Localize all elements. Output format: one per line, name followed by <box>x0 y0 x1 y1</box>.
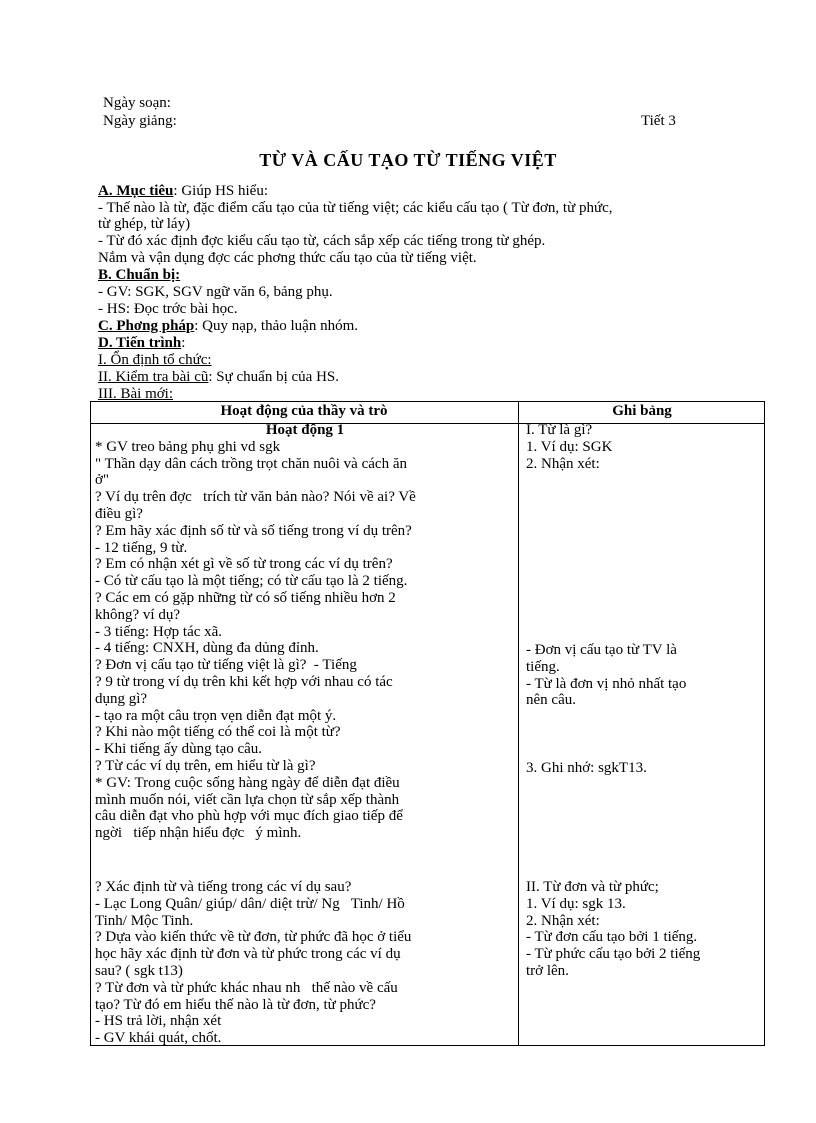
section-a-line: Nắm và vận dụng đợc các phơng thức cấu tạo của từ tiếng việt. <box>98 250 477 266</box>
left-line: ? Em hãy xác định số từ và số tiếng trong ví dụ trên? <box>95 522 412 539</box>
left-line: * GV treo bảng phụ ghi vd sgk <box>95 438 281 455</box>
left-line: ? Em có nhận xét gì về số từ trong các ví dụ trên? <box>95 556 393 573</box>
left-line: mình muốn nói, viết cần lựa chọn từ sắp xếp thành <box>95 791 400 808</box>
right-line: nên câu. <box>526 692 576 709</box>
section-d1: I. Ổn định tổ chức: <box>98 352 212 368</box>
table-column-divider <box>518 401 519 1046</box>
left-line: câu diễn đạt vho phù hợp với mục đích giao tiếp để <box>95 808 403 825</box>
left-line: ? Từ đơn và từ phức khác nhau nh thế nào về cấu <box>95 979 398 996</box>
left-line: - Lạc Long Quân/ giúp/ dân/ diệt trừ/ Ng Tinh/ Hồ <box>95 895 405 912</box>
section-b-line: - HS: Đọc trớc bài học. <box>98 301 238 317</box>
left-line: - 12 tiếng, 9 từ. <box>95 539 188 556</box>
left-line: ? Khi nào một tiếng có thể coi là một từ? <box>95 724 341 741</box>
right-line: - Đơn vị cấu tạo từ TV là <box>526 642 677 658</box>
section-d2-text: : Sự chuẩn bị của HS. <box>208 369 339 385</box>
right-block-2 <box>526 642 762 709</box>
left-line: tạo? Từ đó em hiểu thế nào là từ đơn, từ phức? <box>95 996 376 1013</box>
section-d2 <box>98 369 339 386</box>
left-line: học hãy xác định từ đơn và từ phức trong các ví dụ <box>95 946 401 963</box>
right-line: 2. Nhận xét: <box>526 455 600 472</box>
left-block-2 <box>95 879 515 1047</box>
left-line: ? Ví dụ trên đợc trích từ văn bản nào? Nói về ai? Về <box>95 489 416 506</box>
left-line: ? Các em có gặp những từ có số tiếng nhiều hơn 2 <box>95 589 396 606</box>
section-d <box>98 335 185 352</box>
left-line: ? 9 từ trong ví dụ trên khi kết hợp với nhau có tác <box>95 673 393 690</box>
right-line: II. Từ đơn và từ phức; <box>526 879 659 895</box>
right-line: - Từ phức cấu tạo bởi 2 tiếng <box>526 946 701 963</box>
left-line: ngời tiếp nhận hiểu đợc ý mình. <box>95 825 302 842</box>
section-a-text: : Giúp HS hiểu: <box>173 183 268 199</box>
section-a-line: - Thế nào là từ, đặc điểm cấu tạo của từ tiếng việt; các kiểu cấu tạo ( Từ đơn, từ phức, <box>98 200 613 216</box>
left-line: ? Dựa vào kiến thức về từ đơn, từ phức đã học ở tiểu <box>95 929 412 946</box>
right-line: - Từ đơn cấu tạo bởi 1 tiếng. <box>526 929 698 946</box>
section-b-label: B. Chuẩn bị: <box>98 267 181 283</box>
section-a <box>98 183 268 200</box>
right-line: tiếng. <box>526 658 560 675</box>
left-line: - GV khái quát, chốt. <box>95 1030 222 1047</box>
section-c-text: : Quy nạp, thảo luận nhóm. <box>194 318 358 334</box>
right-line: 2. Nhận xét: <box>526 912 600 929</box>
col1-header: Hoạt động của thầy và trò <box>220 403 388 419</box>
left-line: - HS trả lời, nhận xét <box>95 1013 222 1030</box>
section-d-label: D. Tiến trình <box>98 335 182 351</box>
section-a-label: A. Mục tiêu <box>98 183 174 199</box>
ngay-soan: Ngày soạn: <box>103 95 171 111</box>
left-line: - Khi tiếng ấy dùng tạo câu. <box>95 741 263 758</box>
left-line: sau? ( sgk t13) <box>95 962 183 979</box>
left-block-1 <box>95 439 515 842</box>
left-line: ở" <box>95 472 110 489</box>
section-d-text: : <box>181 335 186 351</box>
left-column <box>95 422 515 842</box>
ngay-giang: Ngày giảng: <box>103 113 177 129</box>
right-line: trở lên. <box>526 962 569 979</box>
left-line: " Thần dạy dân cách trồng trọt chăn nuôi và cách ăn <box>95 455 407 472</box>
section-d2-label: II. Kiểm tra bài cũ <box>98 369 209 385</box>
right-line: I. Từ là gì? <box>526 422 593 438</box>
section-c <box>98 318 358 335</box>
left-line: * GV: Trong cuộc sống hàng ngày để diễn đạt điều <box>95 774 400 791</box>
col2-header: Ghi bảng <box>612 403 672 419</box>
left-line: ? Đơn vị cấu tạo từ tiếng việt là gì? - Tiếng <box>95 657 357 674</box>
right-block-1 <box>526 422 762 472</box>
left-line: - 4 tiếng: CNXH, dùng đa dủng đỉnh. <box>95 640 319 657</box>
left-line: điều gì? <box>95 505 143 522</box>
right-block-3 <box>526 760 762 777</box>
section-b-line: - GV: SGK, SGV ngữ văn 6, bảng phụ. <box>98 284 333 300</box>
left-line: Tinh/ Mộc Tinh. <box>95 912 194 929</box>
right-line: - Từ là đơn vị nhỏ nhất tạo <box>526 675 687 692</box>
page-title: TỪ VÀ CẤU TẠO TỪ TIẾNG VIỆT <box>259 150 557 170</box>
left-line: - 3 tiếng: Hợp tác xã. <box>95 623 223 640</box>
section-a-line: từ ghép, từ láy) <box>98 216 191 232</box>
left-line: dụng gì? <box>95 690 148 707</box>
section-a-line: - Từ đó xác định đợc kiểu cấu tạo từ, cách sắp xếp các tiếng trong từ ghép. <box>98 233 546 249</box>
left-line: ? Xác định từ và tiếng trong các ví dụ sau? <box>95 879 352 895</box>
left-line: không? ví dụ? <box>95 606 180 623</box>
tiet-label: Tiết 3 <box>641 113 676 129</box>
right-line: 1. Ví dụ: SGK <box>526 438 613 455</box>
left-line: - tạo ra một câu trọn vẹn diễn đạt một ý. <box>95 707 337 724</box>
left-line: ? Từ các ví dụ trên, em hiểu từ là gì? <box>95 757 316 774</box>
right-block-4 <box>526 879 762 980</box>
section-c-label: C. Phơng pháp <box>98 318 195 334</box>
activity-title: Hoạt động 1 <box>265 422 345 438</box>
left-line: - Có từ cấu tạo là một tiếng; có từ cấu tạo là 2 tiếng. <box>95 573 408 590</box>
section-d3: III. Bài mới: <box>98 386 173 402</box>
right-line: 1. Ví dụ: sgk 13. <box>526 895 626 912</box>
ghi-nho: 3. Ghi nhớ: sgkT13. <box>526 760 647 776</box>
left-column-2 <box>95 879 515 1047</box>
